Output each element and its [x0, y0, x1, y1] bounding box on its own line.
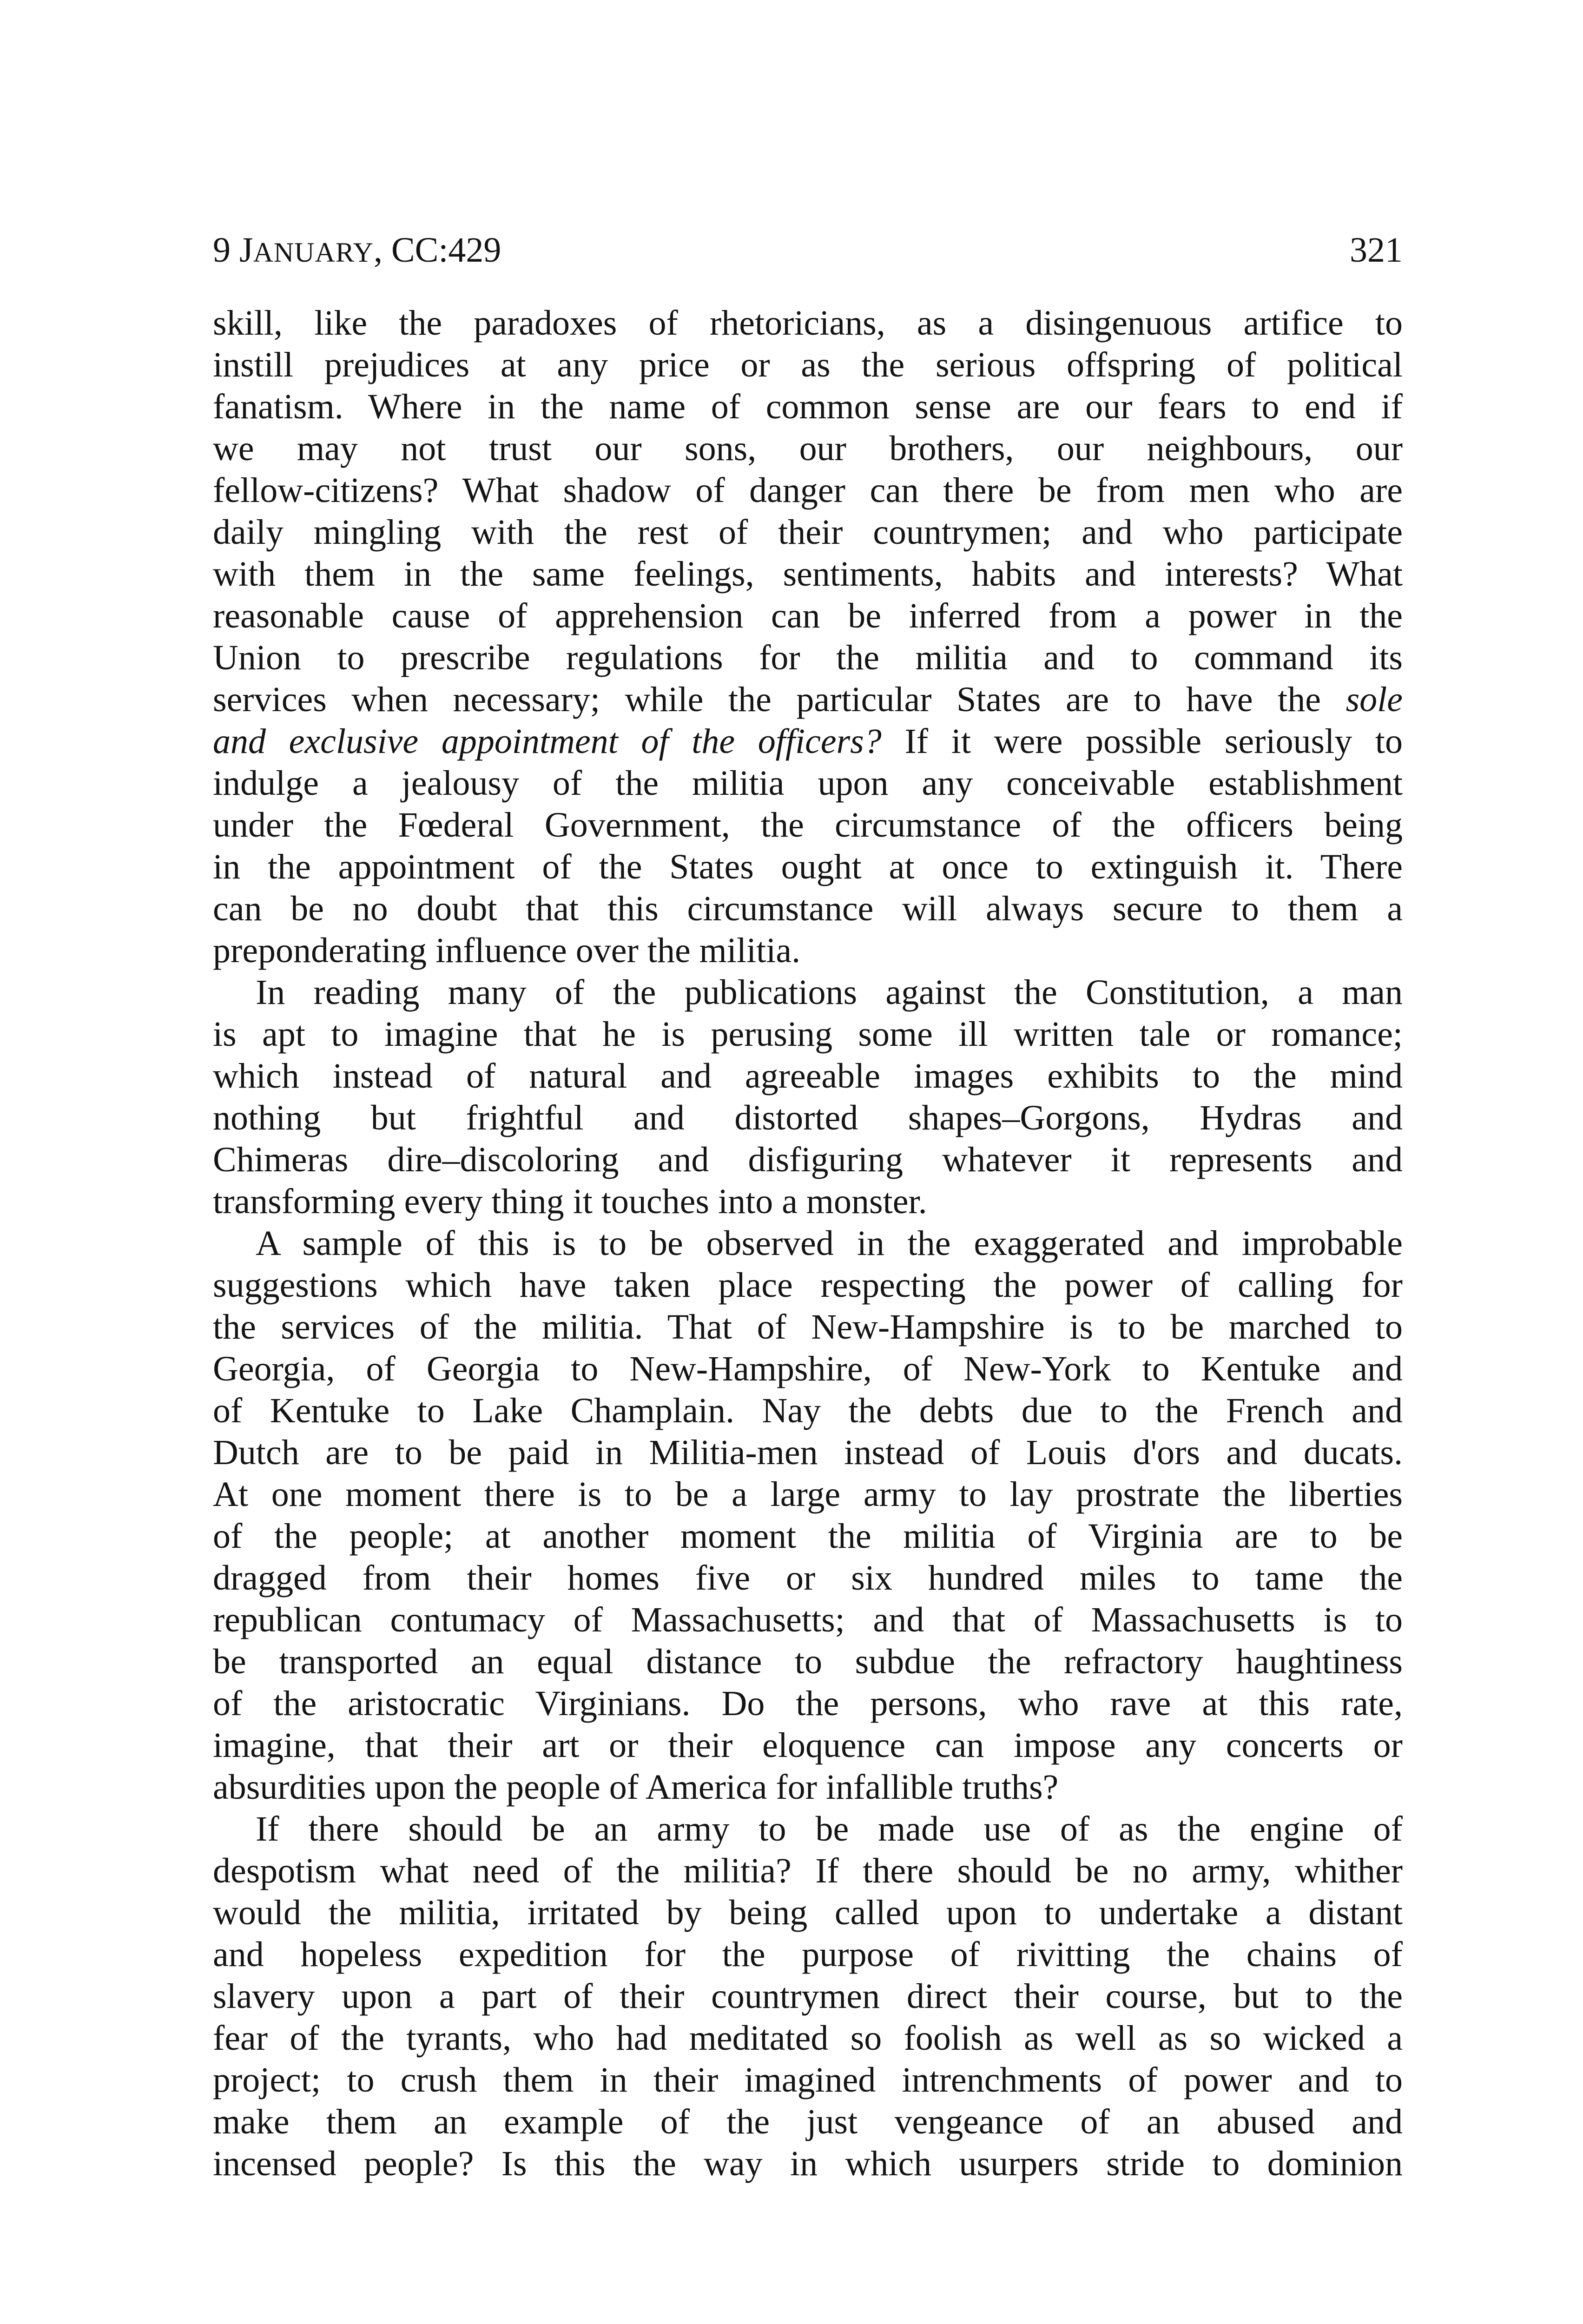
text-run: fellow-citizens? What shadow of danger can there be from men who are	[213, 471, 1403, 510]
text-line	[213, 1724, 1403, 1766]
text-run: we may not trust our sons, our brothers, our neighbours, our	[213, 429, 1403, 468]
text-line	[213, 846, 1403, 888]
text-line	[213, 1975, 1403, 2017]
body-text	[213, 302, 1403, 2185]
text-run: the services of the militia. That of New-Hampshire is to be marched to	[213, 1307, 1403, 1347]
text-run: incensed people? Is this the way in which usurpers stride to dominion	[213, 2144, 1403, 2183]
text-line	[213, 595, 1403, 637]
text-line	[213, 1097, 1403, 1139]
text-run: republican contumacy of Massachusetts; and that of Massachusetts is to	[213, 1600, 1403, 1639]
text-run: suggestions which have taken place respecting the power of calling for	[213, 1266, 1403, 1305]
text-line	[213, 553, 1403, 595]
text-run: In reading many of the publications against the Constitution, a man	[256, 973, 1403, 1012]
text-run: which instead of natural and agreeable images exhibits to the mind	[213, 1056, 1403, 1096]
text-run: despotism what need of the militia? If there should be no army, whither	[213, 1851, 1403, 1890]
page-number: 321	[1350, 231, 1403, 270]
text-line	[213, 2059, 1403, 2101]
text-line	[213, 1515, 1403, 1557]
text-line	[213, 679, 1403, 720]
italic-text: sole	[1346, 680, 1403, 719]
text-run: be transported an equal distance to subdue the refractory haughtiness	[213, 1642, 1403, 1681]
text-line	[213, 1683, 1403, 1724]
text-run: would the militia, irritated by being called upon to undertake a distant	[213, 1893, 1403, 1932]
text-run: Chimeras dire–discoloring and disfiguring whatever it represents and	[213, 1140, 1403, 1179]
text-line	[213, 1599, 1403, 1641]
text-run: absurdities upon the people of America for infallible truths?	[213, 1768, 1059, 1807]
text-run: fanatism. Where in the name of common sense are our fears to end if	[213, 387, 1403, 426]
text-line	[213, 637, 1403, 679]
text-line	[213, 428, 1403, 469]
text-line	[213, 2143, 1403, 2185]
paragraph	[213, 1222, 1403, 1808]
text-run: A sample of this is to be observed in the exaggerated and improbable	[256, 1224, 1403, 1263]
text-line	[213, 344, 1403, 386]
text-line	[213, 720, 1403, 762]
text-line	[213, 1055, 1403, 1097]
text-run: If there should be an army to be made use of as the engine of	[256, 1809, 1403, 1849]
text-line	[213, 1892, 1403, 1934]
text-line	[213, 1808, 1403, 1850]
text-run: At one moment there is to be a large army to lay prostrate the liberties	[213, 1475, 1403, 1514]
text-line	[213, 1641, 1403, 1683]
text-run: is apt to imagine that he is perusing some ill written tale or romance;	[213, 1015, 1403, 1054]
text-line	[213, 971, 1403, 1013]
date-suffix: , CC:429	[373, 231, 501, 270]
text-run: project; to crush them in their imagined intrenchments of power and to	[213, 2060, 1403, 2100]
date-initial: J	[239, 231, 253, 270]
text-run: in the appointment of the States ought at once to extinguish it. There	[213, 847, 1403, 886]
text-run: Dutch are to be paid in Militia-men instead of Louis d'ors and ducats.	[213, 1433, 1403, 1472]
text-run: skill, like the paradoxes of rhetoricians, as a disingenuous artifice to	[213, 304, 1403, 343]
paragraph	[213, 971, 1403, 1222]
text-run: preponderating influence over the militia.	[213, 931, 801, 970]
text-line	[213, 386, 1403, 428]
text-run: Georgia, of Georgia to New-Hampshire, of New-York to Kentuke and	[213, 1349, 1403, 1388]
text-run: Union to prescribe regulations for the militia and to command its	[213, 638, 1403, 677]
text-line	[213, 1348, 1403, 1390]
text-line	[213, 1222, 1403, 1264]
text-run: imagine, that their art or their eloquence can impose any concerts or	[213, 1726, 1403, 1765]
text-line	[213, 1557, 1403, 1599]
running-head-date	[213, 222, 501, 280]
text-line	[213, 1139, 1403, 1181]
text-run: indulge a jealousy of the militia upon any conceivable establishment	[213, 764, 1403, 803]
text-run: transforming every thing it touches into a monster.	[213, 1182, 927, 1221]
text-run: and hopeless expedition for the purpose of rivitting the chains of	[213, 1935, 1403, 1974]
text-run: fear of the tyrants, who had meditated so foolish as well as so wicked a	[213, 2019, 1403, 2058]
text-line	[213, 762, 1403, 804]
text-line	[213, 1306, 1403, 1348]
text-run: services when necessary; while the particular States are to have the	[213, 680, 1346, 719]
text-line	[213, 469, 1403, 511]
text-line	[213, 1181, 1403, 1222]
text-run: dragged from their homes five or six hundred miles to tame the	[213, 1558, 1403, 1598]
text-run: of the people; at another moment the militia of Virginia are to be	[213, 1517, 1403, 1556]
text-run: slavery upon a part of their countrymen direct their course, but to the	[213, 1977, 1403, 2016]
text-line	[213, 930, 1403, 971]
text-run: If it were possible seriously to	[881, 722, 1403, 761]
text-line	[213, 888, 1403, 930]
text-line	[213, 302, 1403, 344]
text-line	[213, 2017, 1403, 2059]
text-run: can be no doubt that this circumstance will always secure to them a	[213, 889, 1403, 928]
running-head	[213, 222, 1403, 278]
text-line	[213, 2101, 1403, 2143]
text-run: instill prejudices at any price or as the serious offspring of political	[213, 345, 1403, 384]
italic-text: and exclusive appointment of the officers?	[213, 722, 882, 761]
text-line	[213, 1013, 1403, 1055]
date-month-smallcaps: ANUARY	[253, 237, 374, 268]
text-line	[213, 1850, 1403, 1892]
text-run: of Kentuke to Lake Champlain. Nay the debts due to the French and	[213, 1391, 1403, 1430]
text-run: nothing but frightful and distorted shapes–Gorgons, Hydras and	[213, 1098, 1403, 1137]
text-run: under the Fœderal Government, the circumstance of the officers being	[213, 805, 1403, 845]
text-line	[213, 804, 1403, 846]
paragraph	[213, 302, 1403, 971]
text-line	[213, 511, 1403, 553]
text-run: of the aristocratic Virginians. Do the persons, who rave at this rate,	[213, 1684, 1403, 1723]
text-line	[213, 1934, 1403, 1975]
text-run: with them in the same feelings, sentiments, habits and interests? What	[213, 555, 1403, 594]
date-prefix: 9	[213, 231, 239, 270]
text-line	[213, 1264, 1403, 1306]
text-line	[213, 1390, 1403, 1432]
text-run: daily mingling with the rest of their countrymen; and who participate	[213, 513, 1403, 552]
paragraph	[213, 1808, 1403, 2185]
text-run: reasonable cause of apprehension can be inferred from a power in the	[213, 596, 1403, 635]
text-line	[213, 1766, 1403, 1808]
text-run: make them an example of the just vengeance of an abused and	[213, 2102, 1403, 2141]
text-line	[213, 1432, 1403, 1473]
text-line	[213, 1473, 1403, 1515]
